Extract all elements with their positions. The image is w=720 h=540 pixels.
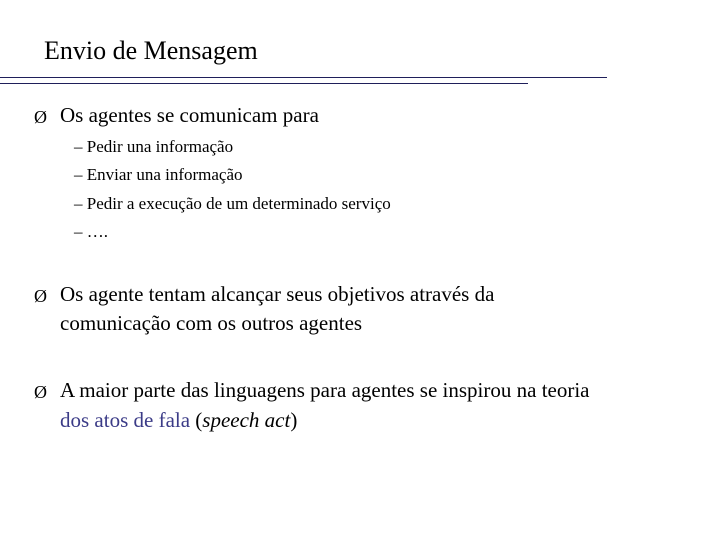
bullet-text-continuation: [60, 406, 297, 434]
bullet-text: Os agentes se comunicam para: [60, 103, 319, 127]
sub-item: – Enviar una informação: [74, 165, 243, 184]
title-underline-bottom: [0, 83, 528, 84]
paren-open: (: [190, 408, 203, 432]
arrowhead-bullet-icon: Ø: [34, 382, 47, 402]
arrowhead-bullet-icon: Ø: [34, 286, 47, 306]
sub-item: – Pedir a execução de um determinado serviço: [74, 194, 391, 213]
sub-item: – ….: [74, 222, 108, 241]
sub-item: – Pedir una informação: [74, 137, 234, 156]
speech-act-english-term: speech act: [202, 408, 291, 432]
bullet-text: A maior parte das linguagens para agentes se inspirou na teoria: [60, 378, 590, 402]
speech-act-theory-term: dos atos de fala: [60, 408, 191, 432]
paren-close: ): [290, 408, 298, 432]
arrowhead-bullet-icon: Ø: [34, 107, 47, 127]
slide-title: Envio de Mensagem: [44, 36, 258, 65]
title-underline-top: [0, 77, 607, 78]
bullet-text: Os agente tentam alcançar seus objetivos através da: [60, 282, 495, 306]
bullet-text-continuation: comunicação com os outros agentes: [60, 311, 363, 335]
